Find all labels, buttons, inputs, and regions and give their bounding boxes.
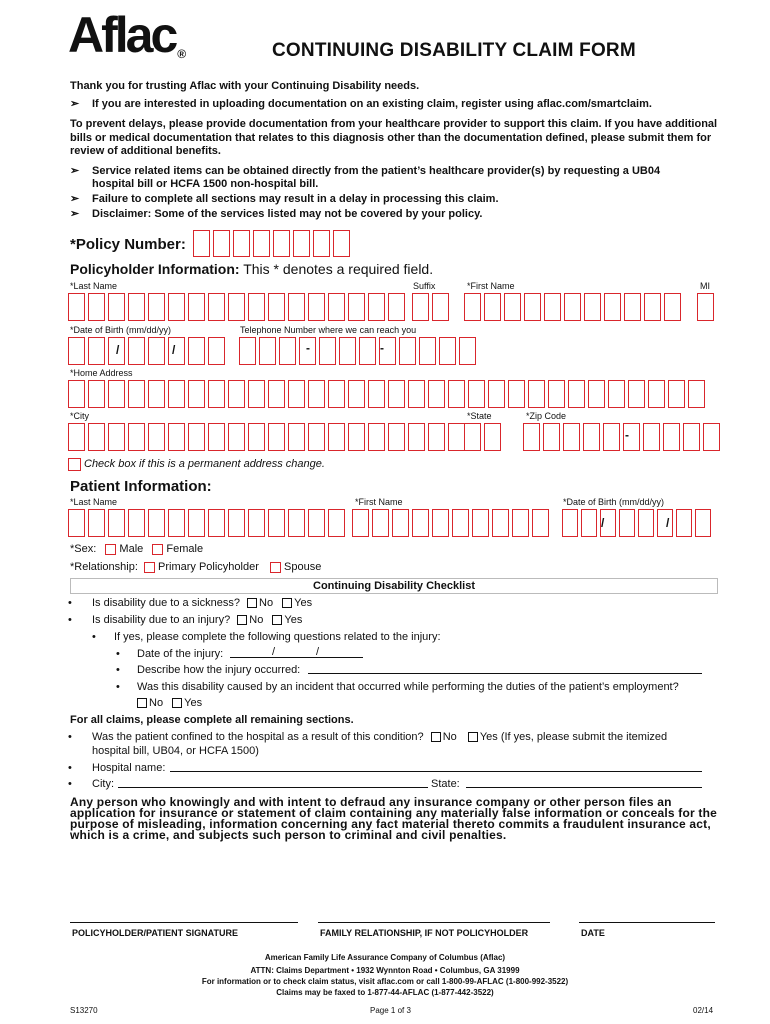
char-box[interactable] <box>128 423 145 451</box>
duties-yes-checkbox[interactable] <box>172 698 182 708</box>
confined-yes-checkbox[interactable] <box>468 732 478 742</box>
q-sickness: Is disability due to a sickness? No Yes <box>92 597 313 609</box>
duties-options: No Yes <box>137 697 202 709</box>
char-box[interactable] <box>348 423 365 451</box>
form-title: CONTINUING DISABILITY CLAIM FORM <box>272 40 636 61</box>
char-box[interactable] <box>683 423 700 451</box>
char-box[interactable] <box>248 423 265 451</box>
char-box[interactable] <box>604 293 621 321</box>
ph-suffix-boxes[interactable] <box>412 293 452 321</box>
ph-address-label: *Home Address <box>70 368 133 378</box>
pt-last-name-label: *Last Name <box>70 497 118 507</box>
char-box[interactable] <box>581 509 597 537</box>
female-checkbox[interactable] <box>152 544 163 555</box>
intro-bullet-service: ➢ Service related items can be obtained directly from the patient’s healthcare provider(s) by requesting a UB04 hospital bill or HCFA 1500 non-hospital bill. <box>70 165 661 190</box>
pt-last-name-boxes[interactable] <box>68 509 348 537</box>
date-injury-line[interactable] <box>230 646 363 658</box>
pt-dob-boxes[interactable] <box>562 509 714 537</box>
ph-phone-boxes[interactable] <box>239 337 479 365</box>
char-box[interactable] <box>532 509 549 537</box>
char-box[interactable] <box>657 509 673 537</box>
char-box[interactable] <box>644 293 661 321</box>
char-box[interactable] <box>408 380 425 408</box>
char-box[interactable] <box>619 509 635 537</box>
hospital-state-line[interactable] <box>466 776 702 788</box>
char-box[interactable] <box>412 293 429 321</box>
policy-number-label: *Policy Number: <box>70 236 186 253</box>
sickness-no-checkbox[interactable] <box>247 598 257 608</box>
pt-dob-label: *Date of Birth (mm/dd/yy) <box>563 497 665 507</box>
char-box[interactable] <box>88 423 105 451</box>
hospital-state-label: State: <box>431 778 460 790</box>
hospital-name-line[interactable] <box>170 760 702 772</box>
char-box[interactable] <box>523 423 540 451</box>
char-box[interactable] <box>228 509 245 537</box>
char-box[interactable] <box>228 423 245 451</box>
char-box[interactable] <box>148 293 165 321</box>
char-box[interactable] <box>472 509 489 537</box>
char-box[interactable] <box>697 293 714 321</box>
describe-line[interactable] <box>308 662 702 674</box>
char-box[interactable] <box>648 380 665 408</box>
char-box[interactable] <box>68 380 85 408</box>
char-box[interactable] <box>268 509 285 537</box>
char-box[interactable] <box>492 509 509 537</box>
zip-dash: - <box>625 428 629 442</box>
char-box[interactable] <box>279 337 296 365</box>
char-box[interactable] <box>688 380 705 408</box>
char-box[interactable] <box>703 423 720 451</box>
char-box[interactable] <box>228 380 245 408</box>
sickness-yes-checkbox[interactable] <box>282 598 292 608</box>
char-box[interactable] <box>408 423 425 451</box>
char-box[interactable] <box>188 423 205 451</box>
spouse-checkbox[interactable] <box>270 562 281 573</box>
char-box[interactable] <box>412 509 429 537</box>
char-box[interactable] <box>239 337 256 365</box>
permanent-change-checkbox[interactable] <box>68 458 81 471</box>
char-box[interactable] <box>368 293 385 321</box>
char-box[interactable] <box>419 337 436 365</box>
ph-city-label: *City <box>70 411 90 421</box>
duties-question: Was this disability caused by an incident that occurred while performing the duties of the patient’s employment? <box>137 681 679 693</box>
char-box[interactable] <box>328 423 345 451</box>
char-box[interactable] <box>584 293 601 321</box>
dob-slash: / <box>116 343 120 357</box>
injury-no-checkbox[interactable] <box>237 615 247 625</box>
char-box[interactable] <box>188 509 205 537</box>
char-box[interactable] <box>268 380 285 408</box>
if-yes-text: If yes, please complete the following questions related to the injury: <box>114 631 441 643</box>
pt-first-name-boxes[interactable] <box>352 509 552 537</box>
char-box[interactable] <box>308 380 325 408</box>
char-box[interactable] <box>228 293 245 321</box>
char-box[interactable] <box>148 337 165 365</box>
policy-number-boxes[interactable] <box>193 230 353 257</box>
signature-line[interactable] <box>70 912 298 923</box>
char-box[interactable] <box>288 509 305 537</box>
form-number: S13270 <box>70 1006 98 1015</box>
describe-label: Describe how the injury occurred: <box>137 664 301 676</box>
char-box[interactable] <box>68 423 85 451</box>
char-box[interactable] <box>108 380 125 408</box>
char-box[interactable] <box>188 337 205 365</box>
ph-mi-label: MI <box>700 281 710 291</box>
char-box[interactable] <box>663 423 680 451</box>
footer-company: American Family Life Assurance Company of Columbus (Aflac) <box>264 953 506 962</box>
char-box[interactable] <box>399 337 416 365</box>
char-box[interactable] <box>488 380 505 408</box>
char-box[interactable] <box>328 293 345 321</box>
char-box[interactable] <box>253 230 270 257</box>
char-box[interactable] <box>562 509 578 537</box>
relationship-label: FAMILY RELATIONSHIP, IF NOT POLICYHOLDER <box>320 928 529 938</box>
char-box[interactable] <box>544 293 561 321</box>
char-box[interactable] <box>168 423 185 451</box>
char-box[interactable] <box>148 423 165 451</box>
char-box[interactable] <box>168 509 185 537</box>
char-box[interactable] <box>638 509 654 537</box>
char-box[interactable] <box>128 293 145 321</box>
char-box[interactable] <box>273 230 290 257</box>
char-box[interactable] <box>563 423 580 451</box>
char-box[interactable] <box>108 423 125 451</box>
char-box[interactable] <box>268 293 285 321</box>
char-box[interactable] <box>208 509 225 537</box>
date-slash: / <box>272 646 276 658</box>
char-box[interactable] <box>452 509 469 537</box>
pt-sex-row: *Sex: Male Female <box>70 543 204 555</box>
char-box[interactable] <box>188 293 205 321</box>
char-box[interactable] <box>428 423 445 451</box>
ph-dob-label: *Date of Birth (mm/dd/yy) <box>70 325 172 335</box>
intro-bullet-upload: ➢ If you are interested in uploading documentation on an existing claim, register using aflac.com/smartclaim. <box>70 98 652 110</box>
char-box[interactable] <box>348 380 365 408</box>
char-box[interactable] <box>68 509 85 537</box>
pt-relationship-row: *Relationship: Primary Policyholder Spouse <box>70 561 322 573</box>
arrow-icon: ➢ <box>70 165 80 177</box>
intro-bullet-disclaimer: ➢ Disclaimer: Some of the services listed may not be covered by your policy. <box>70 208 483 220</box>
char-box[interactable] <box>288 423 305 451</box>
char-box[interactable] <box>484 293 501 321</box>
fraud-warning: Any person who knowingly and with intent to defraud any insurance company or other person files an application for insurance or statement of claim containing any materially false information or conceals for the purpose of misleading, information concerning any fact material thereto commits a fraudulent insurance act, which is a crime, and subjects such person to criminal and civil penalties. <box>70 795 718 842</box>
char-box[interactable] <box>459 337 476 365</box>
arrow-icon: ➢ <box>70 98 80 110</box>
char-box[interactable] <box>448 423 465 451</box>
char-box[interactable] <box>388 423 405 451</box>
intro-thanks: Thank you for trusting Aflac with your Continuing Disability needs. <box>70 80 420 92</box>
char-box[interactable] <box>168 337 185 365</box>
char-box[interactable] <box>628 380 645 408</box>
signature-label: POLICYHOLDER/PATIENT SIGNATURE <box>72 928 239 938</box>
char-box[interactable] <box>208 293 225 321</box>
char-box[interactable] <box>608 380 625 408</box>
ph-state-boxes[interactable] <box>464 423 504 451</box>
char-box[interactable] <box>328 380 345 408</box>
char-box[interactable] <box>148 380 165 408</box>
pt-first-name-label: *First Name <box>355 497 403 507</box>
char-box[interactable] <box>68 337 85 365</box>
char-box[interactable] <box>308 423 325 451</box>
char-box[interactable] <box>548 380 565 408</box>
char-box[interactable] <box>319 337 336 365</box>
char-box[interactable] <box>248 380 265 408</box>
form-date: 02/14 <box>693 1006 714 1015</box>
q-confined: Was the patient confined to the hospital as a result of this condition? No Yes (If yes, please submit the itemized <box>92 731 668 743</box>
footer-info: For information or to check claim status, visit aflac.com or call 1-800-99-AFLAC (1-800-992-3522) <box>201 977 569 986</box>
ph-permanent-change[interactable]: Check box if this is a permanent address change. <box>68 458 325 471</box>
char-box[interactable] <box>108 293 125 321</box>
primary-policyholder-checkbox[interactable] <box>144 562 155 573</box>
char-box[interactable] <box>468 380 485 408</box>
ph-first-name-label: *First Name <box>467 281 515 291</box>
date-slash: / <box>316 646 320 658</box>
char-box[interactable] <box>308 509 325 537</box>
footer-address: ATTN: Claims Department • 1932 Wynnton Road • Columbus, GA 31999 <box>250 966 520 975</box>
ph-city-boxes[interactable] <box>68 423 468 451</box>
char-box[interactable] <box>528 380 545 408</box>
char-box[interactable] <box>148 509 165 537</box>
injury-yes-checkbox[interactable] <box>272 615 282 625</box>
ph-address-boxes[interactable] <box>68 380 708 408</box>
char-box[interactable] <box>388 380 405 408</box>
phone-dash: - <box>380 341 384 355</box>
arrow-icon: ➢ <box>70 208 80 220</box>
all-claims-heading: For all claims, please complete all remaining sections. <box>70 714 354 726</box>
aflac-logo: Aflac ® <box>68 7 187 63</box>
bullet-icon: • <box>68 778 72 790</box>
ph-first-name-boxes[interactable] <box>464 293 684 321</box>
char-box[interactable] <box>508 380 525 408</box>
char-box[interactable] <box>428 380 445 408</box>
phone-dash: - <box>306 341 310 355</box>
char-box[interactable] <box>664 293 681 321</box>
char-box[interactable] <box>464 423 481 451</box>
char-box[interactable] <box>308 293 325 321</box>
char-box[interactable] <box>208 423 225 451</box>
char-box[interactable] <box>208 337 225 365</box>
arrow-icon: ➢ <box>70 193 80 205</box>
confined-yes-cont: hospital bill, UB04, or HCFA 1500) <box>92 745 259 757</box>
char-box[interactable] <box>372 509 389 537</box>
char-box[interactable] <box>504 293 521 321</box>
char-box[interactable] <box>583 423 600 451</box>
char-box[interactable] <box>512 509 529 537</box>
char-box[interactable] <box>392 509 409 537</box>
char-box[interactable] <box>313 230 330 257</box>
char-box[interactable] <box>668 380 685 408</box>
char-box[interactable] <box>128 337 145 365</box>
ph-zip-boxes[interactable] <box>523 423 723 451</box>
char-box[interactable] <box>108 509 125 537</box>
hospital-city-label: City: <box>92 778 114 790</box>
char-box[interactable] <box>88 509 105 537</box>
ph-phone-label: Telephone Number where we can reach you <box>240 325 417 335</box>
char-box[interactable] <box>268 423 285 451</box>
char-box[interactable] <box>233 230 250 257</box>
char-box[interactable] <box>388 293 405 321</box>
bullet-icon: • <box>116 648 120 660</box>
char-box[interactable] <box>603 423 620 451</box>
bullet-icon: • <box>68 731 72 743</box>
date-injury-label: Date of the injury: <box>137 648 224 660</box>
confined-no-checkbox[interactable] <box>431 732 441 742</box>
char-box[interactable] <box>288 380 305 408</box>
char-box[interactable] <box>288 293 305 321</box>
char-box[interactable] <box>348 293 365 321</box>
bullet-icon: • <box>68 762 72 774</box>
checklist-header: Continuing Disability Checklist <box>70 578 718 594</box>
ph-last-name-label: *Last Name <box>70 281 118 291</box>
char-box[interactable] <box>68 293 85 321</box>
char-box[interactable] <box>293 230 310 257</box>
date-line[interactable] <box>579 912 715 923</box>
bullet-icon: • <box>92 631 96 643</box>
bullet-icon: • <box>68 614 72 626</box>
intro-bullet-failure: ➢ Failure to complete all sections may result in a delay in processing this claim. <box>70 193 499 205</box>
char-box[interactable] <box>368 380 385 408</box>
bullet-icon: • <box>68 597 72 609</box>
char-box[interactable] <box>168 293 185 321</box>
char-box[interactable] <box>88 337 105 365</box>
ph-suffix-label: Suffix <box>413 281 436 291</box>
ph-dob-boxes[interactable] <box>68 337 228 365</box>
char-box[interactable] <box>695 509 711 537</box>
char-box[interactable] <box>188 380 205 408</box>
dob-slash: / <box>172 343 176 357</box>
dob-slash: / <box>666 516 670 530</box>
char-box[interactable] <box>484 423 501 451</box>
char-box[interactable] <box>248 509 265 537</box>
duties-no-checkbox[interactable] <box>137 698 147 708</box>
char-box[interactable] <box>359 337 376 365</box>
char-box[interactable] <box>213 230 230 257</box>
char-box[interactable] <box>448 380 465 408</box>
dob-slash: / <box>601 516 605 530</box>
char-box[interactable] <box>643 423 660 451</box>
intro-delays: To prevent delays, please provide documentation from your healthcare provider to support this claim. If you have additional bills or medical documentation that relates to this diagnosis other than the documentation defined, please submit them for review of additional benefits. <box>70 118 718 157</box>
footer-fax: Claims may be faxed to 1-877-44-AFLAC (1-877-442-3522) <box>276 988 494 997</box>
char-box[interactable] <box>333 230 350 257</box>
char-box[interactable] <box>564 293 581 321</box>
char-box[interactable] <box>193 230 210 257</box>
char-box[interactable] <box>568 380 585 408</box>
ph-last-name-boxes[interactable] <box>68 293 408 321</box>
char-box[interactable] <box>128 509 145 537</box>
hospital-name-label: Hospital name: <box>92 762 166 774</box>
patient-heading: Patient Information: <box>70 478 212 495</box>
char-box[interactable] <box>88 293 105 321</box>
char-box[interactable] <box>259 337 276 365</box>
char-box[interactable] <box>543 423 560 451</box>
char-box[interactable] <box>328 509 345 537</box>
char-box[interactable] <box>128 380 145 408</box>
bullet-icon: • <box>116 664 120 676</box>
char-box[interactable] <box>432 509 449 537</box>
relationship-line[interactable] <box>318 912 550 923</box>
char-box[interactable] <box>432 293 449 321</box>
char-box[interactable] <box>248 293 265 321</box>
char-box[interactable] <box>624 293 641 321</box>
char-box[interactable] <box>439 337 456 365</box>
char-box[interactable] <box>168 380 185 408</box>
page-number: Page 1 of 3 <box>370 1006 411 1015</box>
char-box[interactable] <box>588 380 605 408</box>
char-box[interactable] <box>464 293 481 321</box>
bullet-icon: • <box>116 681 120 693</box>
char-box[interactable] <box>352 509 369 537</box>
hospital-city-line[interactable] <box>118 776 428 788</box>
ph-zip-label: *Zip Code <box>526 411 567 421</box>
char-box[interactable] <box>368 423 385 451</box>
char-box[interactable] <box>208 380 225 408</box>
male-checkbox[interactable] <box>105 544 116 555</box>
ph-state-label: *State <box>467 411 492 421</box>
char-box[interactable] <box>339 337 356 365</box>
ph-mi-box[interactable] <box>697 293 717 321</box>
policyholder-heading: Policyholder Information: This * denotes a required field. <box>70 261 434 277</box>
char-box[interactable] <box>524 293 541 321</box>
q-injury: Is disability due to an injury? No Yes <box>92 614 303 626</box>
date-label: DATE <box>581 928 605 938</box>
char-box[interactable] <box>676 509 692 537</box>
char-box[interactable] <box>88 380 105 408</box>
